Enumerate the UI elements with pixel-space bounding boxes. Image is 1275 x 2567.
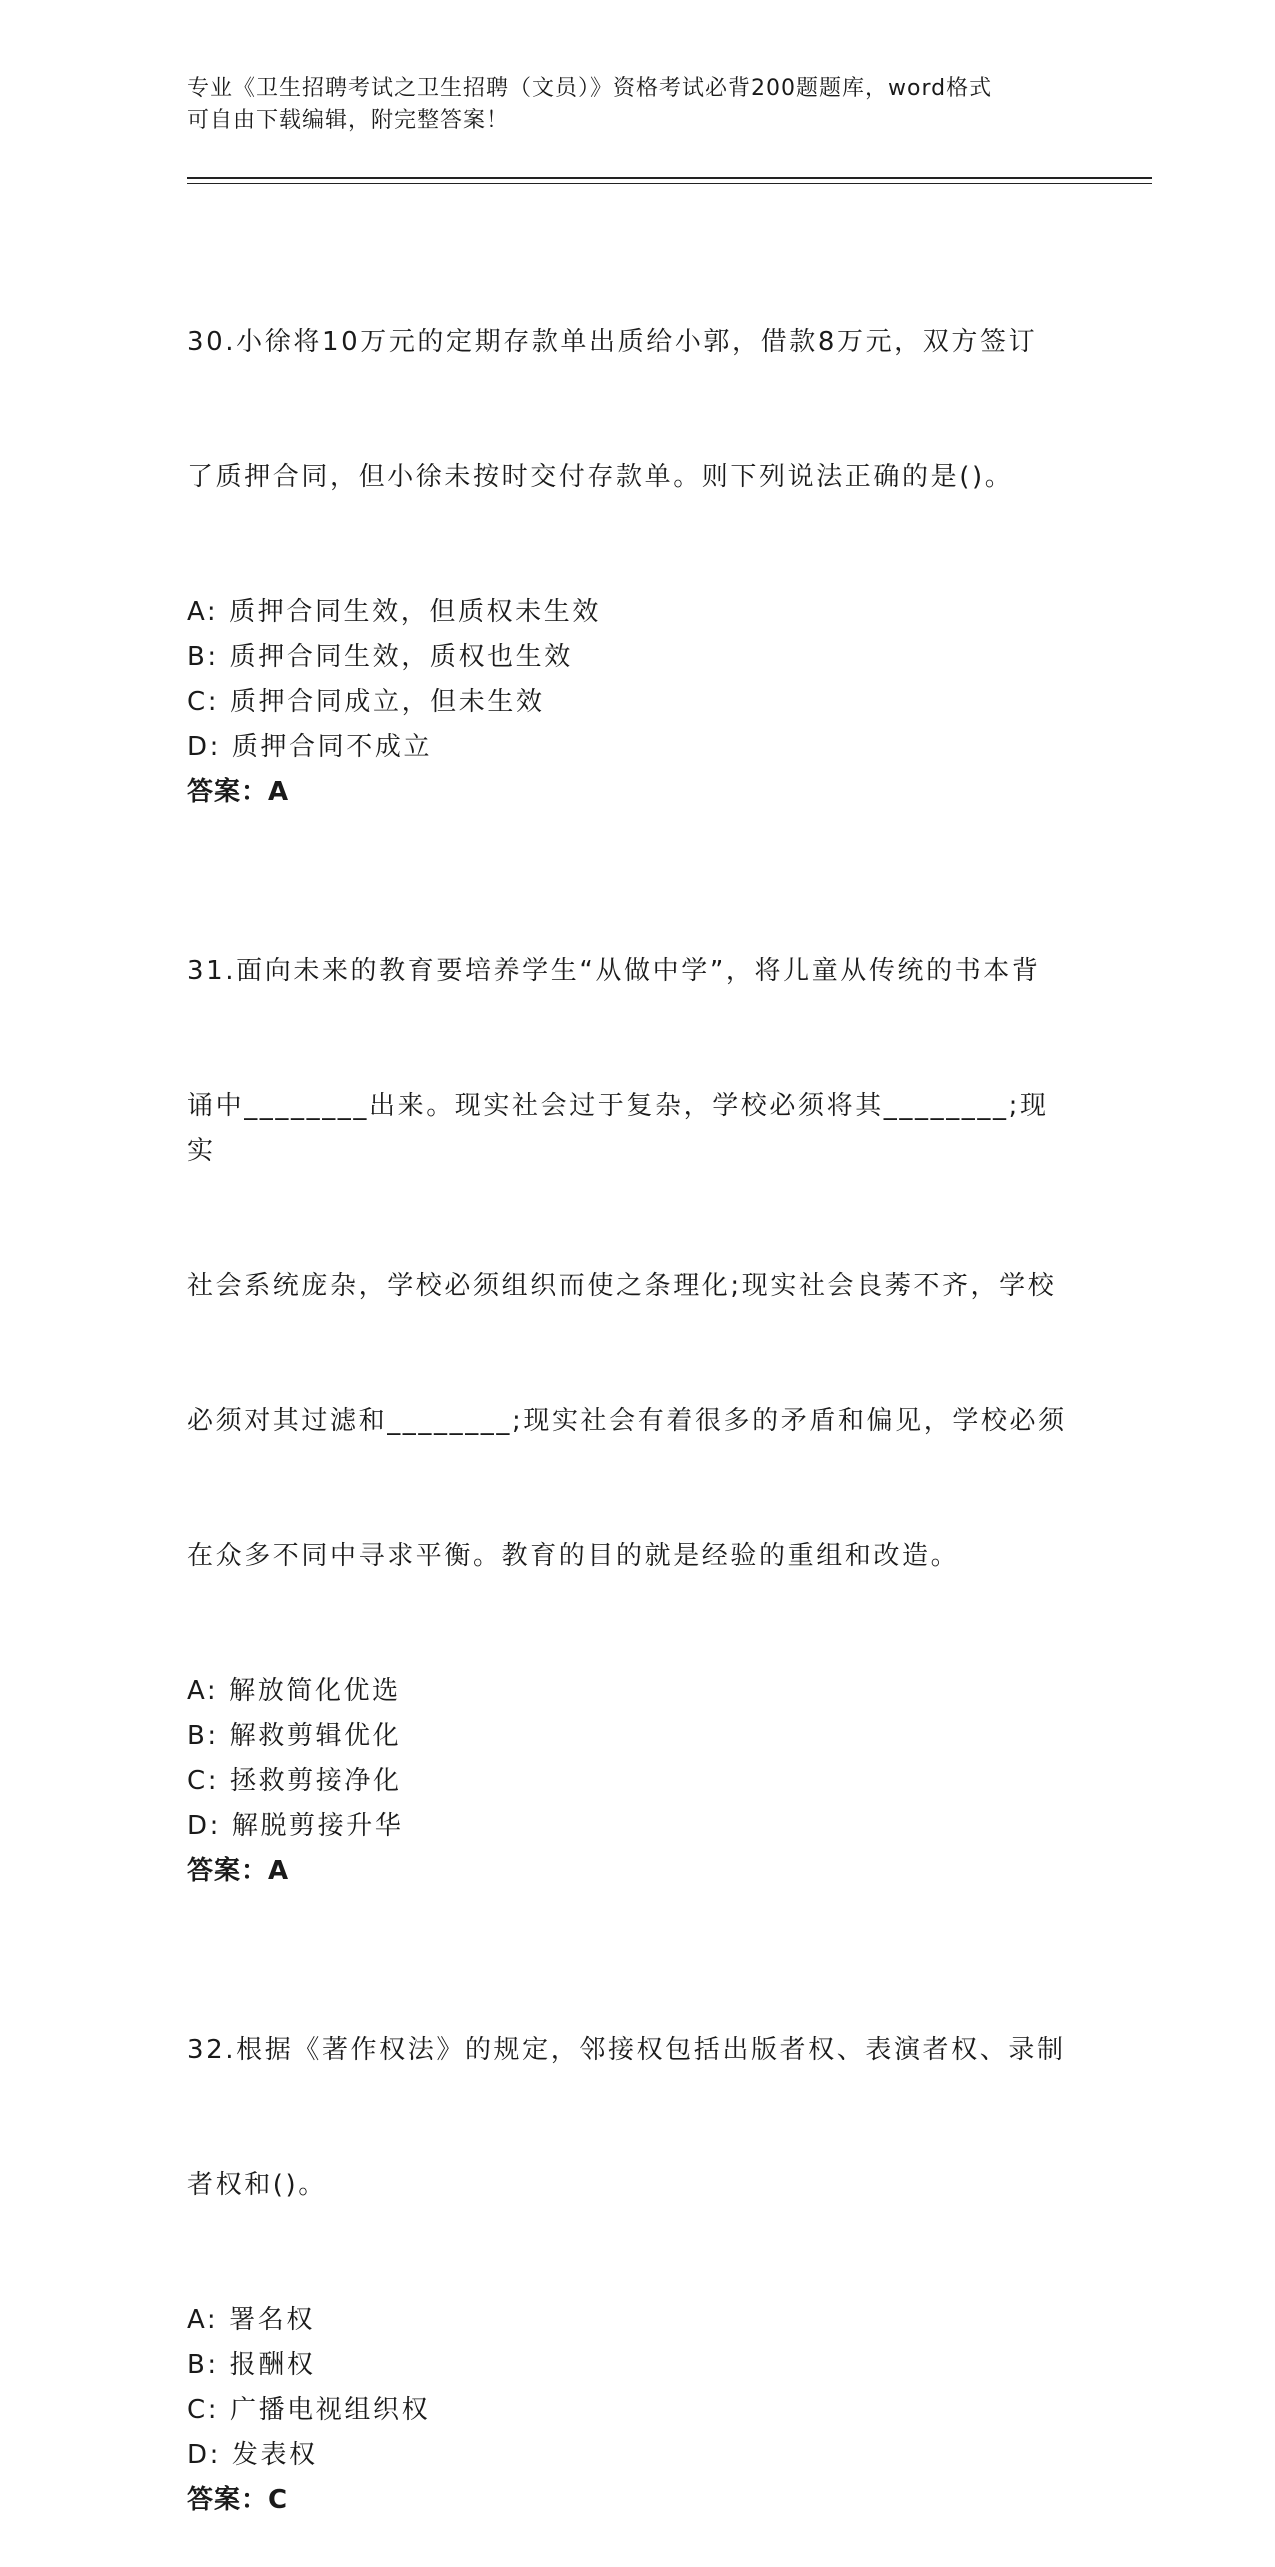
option-list: [187, 1669, 1067, 1849]
stem-line: 在众多不同中寻求平衡。教育的目的就是经验的重组和改造。: [187, 1541, 960, 1571]
option-a: A: 质押合同生效，但质权未生效: [187, 597, 601, 627]
option-d: D: 质押合同不成立: [187, 732, 433, 762]
question-32: [187, 1938, 1067, 2523]
option-list: [187, 2298, 1067, 2478]
stem-line: 社会系统庞杂，学校必须组织而使之条理化;现实社会良莠不齐，学校: [187, 1271, 1057, 1301]
question-31: [187, 859, 1067, 1894]
stem-line: 31.面向未来的教育要培养学生“从做中学”，将儿童从传统的书本背: [187, 956, 1041, 986]
question-stem: [187, 859, 1067, 1669]
option-c: C: 广播电视组织权: [187, 2395, 431, 2425]
stem-line: 了质押合同，但小徐未按时交付存款单。则下列说法正确的是()。: [187, 462, 1014, 492]
document-header: [187, 73, 1067, 137]
header-line-2: 可自由下载编辑，附完整答案！: [187, 108, 510, 133]
option-b: B: 质押合同生效，质权也生效: [187, 642, 573, 672]
option-d: D: 解脱剪接升华: [187, 1811, 404, 1841]
question-list: [187, 230, 1067, 2567]
header-divider: [187, 177, 1152, 184]
option-d: D: 发表权: [187, 2440, 318, 2470]
stem-line: 必须对其过滤和________;现实社会有着很多的矛盾和偏见，学校必须: [187, 1406, 1067, 1436]
option-b: B: 报酬权: [187, 2350, 316, 2380]
header-line-1: 专业《卫生招聘考试之卫生招聘（文员）》资格考试必背200题题库，word格式: [187, 76, 993, 101]
question-30: [187, 230, 1067, 815]
question-stem: [187, 230, 1067, 590]
answer-label: 答案：A: [187, 1856, 290, 1886]
question-stem: [187, 1938, 1067, 2298]
option-a: A: 署名权: [187, 2305, 315, 2335]
option-c: C: 拯救剪接净化: [187, 1766, 402, 1796]
stem-line: 诵中________出来。现实社会过于复杂，学校必须将其________;现实: [187, 1091, 1049, 1166]
option-a: A: 解放简化优选: [187, 1676, 401, 1706]
answer-label: 答案：A: [187, 777, 290, 807]
stem-line: 者权和()。: [187, 2170, 327, 2200]
answer-label: 答案：C: [187, 2485, 289, 2515]
option-list: [187, 590, 1067, 770]
stem-line: 32.根据《著作权法》的规定，邻接权包括出版者权、表演者权、录制: [187, 2035, 1066, 2065]
stem-line: 30.小徐将10万元的定期存款单出质给小郭，借款8万元，双方签订: [187, 327, 1038, 357]
option-b: B: 解救剪辑优化: [187, 1721, 402, 1751]
option-c: C: 质押合同成立，但未生效: [187, 687, 545, 717]
